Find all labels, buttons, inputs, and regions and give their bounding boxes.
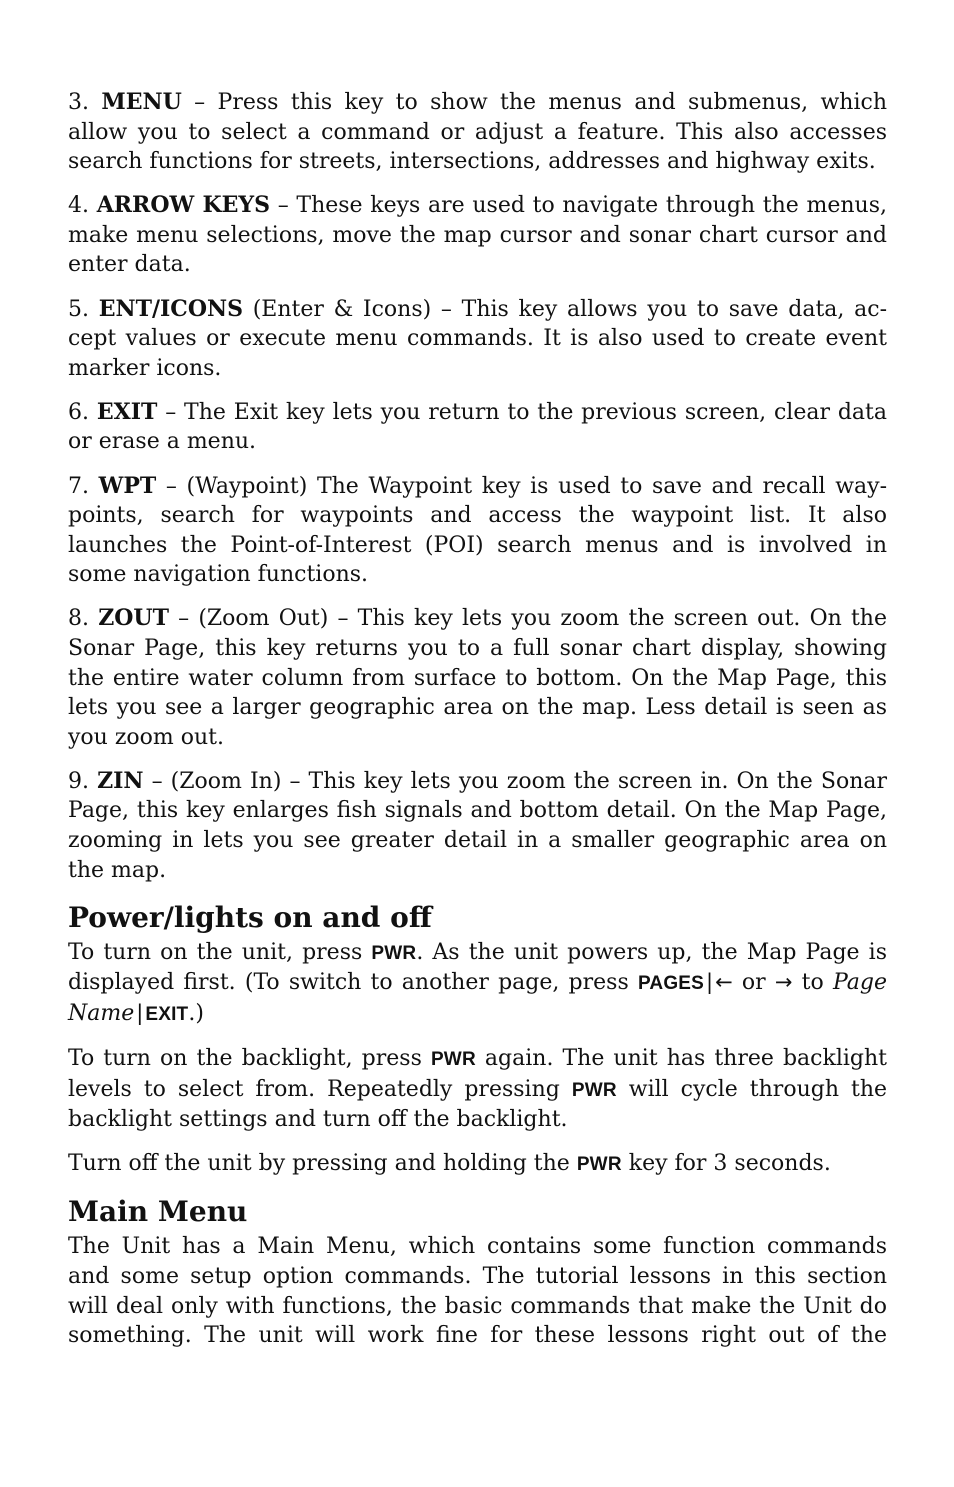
item-description: – Press this key to show the menus and submenus, which allow you to select a command or adjust a feature. This also accesses search functions for streets, intersections, addresses and highway exits. bbox=[68, 90, 887, 175]
text-run: Turn off the unit by pressing and holding the bbox=[68, 1151, 577, 1177]
item-description: – (Zoom Out) – This key lets you zoom the screen out. On the Sonar Page, this key returns you to a full sonar chart display, showing the entire water column from surface to bottom. On the Map Page, this lets you see a larger geographic area on the map. Less detail is seen as you zoom out. bbox=[68, 606, 887, 750]
key-name-zin: ZIN bbox=[97, 767, 144, 794]
key-pwr: PWR bbox=[371, 942, 417, 964]
text-run: again. The unit has three backlight levels to select from. Repeatedly pressing bbox=[68, 1046, 887, 1102]
text-run: .) bbox=[188, 1000, 204, 1026]
item-number: 6. bbox=[68, 399, 89, 425]
item-wpt bbox=[68, 472, 887, 590]
text-run: or bbox=[732, 970, 775, 996]
text-run: key for 3 seconds. bbox=[621, 1151, 831, 1177]
item-zin bbox=[68, 767, 887, 885]
item-number: 4. bbox=[68, 193, 89, 219]
key-pages: PAGES bbox=[637, 973, 705, 995]
item-description: – The Exit key lets you return to the previous screen, clear data or erase a menu. bbox=[68, 399, 887, 455]
text-run: to bbox=[792, 970, 833, 996]
key-name-menu: MENU bbox=[101, 89, 182, 115]
text-run: . As the unit powers up, the Map Page is displayed first. (To switch to another page, press bbox=[68, 939, 887, 996]
separator-bar: | bbox=[706, 970, 714, 995]
key-name-exit: EXIT bbox=[96, 398, 158, 425]
item-number: 7. bbox=[68, 473, 89, 499]
item-number: 3. bbox=[68, 90, 89, 115]
item-ent-icons bbox=[68, 295, 887, 384]
item-description: – (Zoom In) – This key lets you zoom the screen in. On the Sonar Page, this key enlarges fish signals and bottom detail. On the Map Page, zooming in lets you see greater detail in a smaller geographic area on the map. bbox=[68, 768, 887, 883]
item-exit bbox=[68, 398, 887, 457]
power-paragraph-2 bbox=[68, 1044, 887, 1135]
item-number: 5. bbox=[68, 296, 89, 322]
power-paragraph-3 bbox=[68, 1149, 887, 1180]
page-name-italic: Page Name bbox=[68, 970, 887, 1026]
text-run: will cycle through the backlight settings and turn off the backlight. bbox=[68, 1076, 888, 1133]
key-exit: EXIT bbox=[145, 1003, 189, 1025]
text-run: To turn on the backlight, press bbox=[68, 1046, 431, 1072]
item-number: 8. bbox=[68, 606, 89, 632]
power-paragraph-1 bbox=[68, 938, 887, 1030]
item-description: – (Waypoint) The Waypoint key is used to save and recall way-points, search for waypoints and access the waypoint list. It also launches the Point-of-Interest (POI) search menus and is involved in some navigation functions. bbox=[68, 473, 887, 588]
document-page bbox=[68, 88, 887, 1365]
item-description: (Enter & Icons) – This key allows you to save data, ac-cept values or execute menu commands. It is also used to create event marker icons. bbox=[68, 296, 888, 381]
section-heading-main-menu: Main Menu bbox=[68, 1195, 248, 1229]
separator-bar: | bbox=[136, 1000, 144, 1025]
left-arrow-icon: ← bbox=[715, 970, 733, 995]
main-menu-paragraph: The Unit has a Main Menu, which contains some function commands and some setup option commands. The tutorial lessons in this section will deal only with functions, the basic commands that make the Unit do something. The unit will work fine for these lessons right out of the bbox=[68, 1234, 887, 1349]
key-pwr: PWR bbox=[430, 1049, 476, 1071]
item-menu bbox=[68, 88, 887, 177]
right-arrow-icon: → bbox=[774, 970, 793, 995]
item-number: 9. bbox=[68, 768, 89, 794]
section-heading-power: Power/lights on and off bbox=[68, 900, 432, 934]
key-name-arrow-keys: ARROW KEYS bbox=[96, 192, 271, 219]
item-arrow-keys bbox=[68, 191, 887, 280]
key-pwr: PWR bbox=[576, 1154, 622, 1176]
text-run: To turn on the unit, press bbox=[68, 939, 372, 965]
key-pwr: PWR bbox=[571, 1079, 617, 1101]
key-name-zout: ZOUT bbox=[98, 605, 169, 632]
item-description: – These keys are used to navigate through the menus, make menu selections, move the map cursor and sonar chart cursor and enter data. bbox=[68, 193, 887, 278]
item-zout bbox=[68, 604, 887, 752]
key-name-wpt: WPT bbox=[98, 472, 157, 499]
key-name-ent-icons: ENT/ICONS bbox=[98, 295, 243, 322]
